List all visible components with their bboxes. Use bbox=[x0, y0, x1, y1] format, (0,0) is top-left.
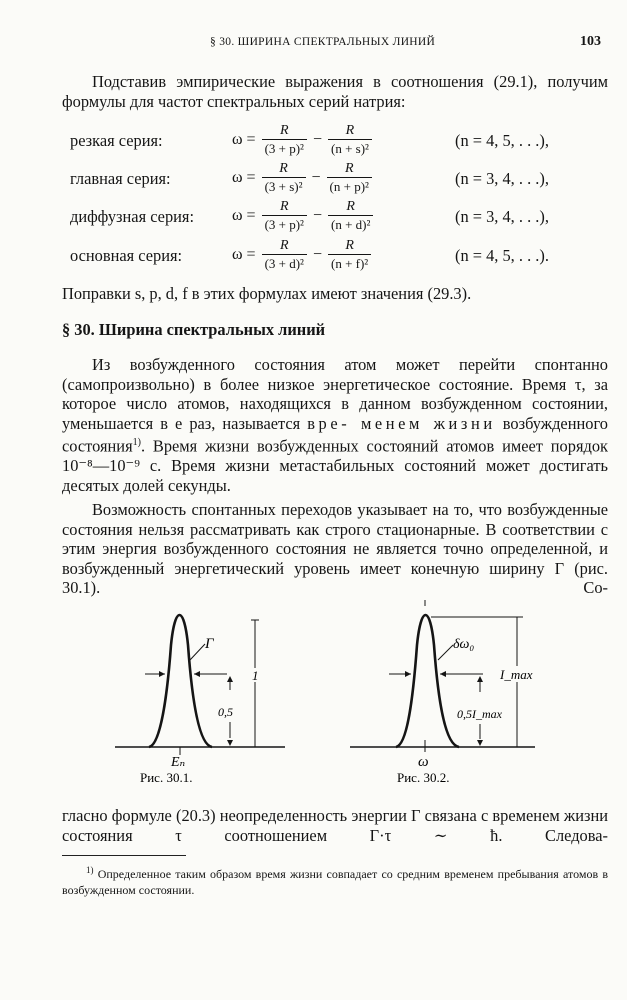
formula-label: резкая серия: bbox=[70, 131, 163, 150]
formula-expression: ω = $\frac{R}{\text{(3 + d)²}}$ − $\frac{R}{\text{(n + f)²}}$ bbox=[230, 235, 375, 275]
figure-30-1-svg bbox=[115, 600, 285, 785]
fraction-1: $\frac{R}{\text{(3 + d)²}}$ bbox=[262, 238, 307, 272]
formula-principal-series bbox=[70, 158, 610, 198]
fraction-1: $\frac{R}{\text{(3 + s)²}}$ bbox=[262, 161, 306, 195]
paragraph-width: Возможность спонтанных переходов указывает на то, что возбужденные состояния нельзя рассматривать как строго стационарные. В соответствии с этим энергия возбужденного состояния не является точно определенной, и возбужденный энергетический уровень имеет конечную ширину Γ (рис. 30.1). Со- bbox=[62, 500, 608, 598]
formula-expression: ω = $\frac{R}{\text{(3 + p)²}}$ − $\frac{R}{\text{(n + d)²}}$ bbox=[230, 196, 377, 236]
formula-sharp-series bbox=[70, 120, 610, 160]
footnote-rule bbox=[62, 855, 186, 856]
footnote-mark: 1) bbox=[86, 865, 94, 875]
paragraph-lifetime: Из возбужденного состояния атом может перейти спонтанно (самопроизвольно) в более низкое энергетическое состояние. Время τ, за которое число атомов, находящихся в данном возбужденном состоянии, уменьшается в e раз, называется вре- менем жизни возбужденного состояния$^{1)}$. Время жизни возбужденных состояний атомов имеет порядок 10⁻⁸—10⁻⁹ с. Время жизни метастабильных состояний может достигать десятых долей секунды. bbox=[62, 355, 608, 496]
unit-height-label: 1 bbox=[252, 668, 259, 683]
frequency-axis-label: ω bbox=[418, 754, 429, 770]
fraction-1: $\frac{R}{\text{(3 + p)²}}$ bbox=[262, 123, 307, 157]
fraction-2: $\frac{R}{\text{(n + s)²}}$ bbox=[328, 123, 372, 157]
running-header bbox=[60, 36, 605, 54]
footnote bbox=[62, 862, 608, 898]
formula-label: основная серия: bbox=[70, 246, 183, 265]
footnote-text: Определенное таким образом время жизни совпадает со средним временем пребывания атомов в возбужденном состоянии. bbox=[62, 867, 609, 897]
figure-30-1-caption: Рис. 30.1. bbox=[140, 770, 193, 785]
figure-30-2-caption: Рис. 30.2. bbox=[397, 770, 450, 785]
fwhm-arrowhead-right bbox=[194, 671, 200, 677]
corrections-line: Поправки s, p, d, f в этих формулах имеют значения (29.3). bbox=[62, 284, 472, 303]
formula-expression: ω = $\frac{R}{\text{(3 + s)²}}$ − $\frac{R}{\text{(n + p)²}}$ bbox=[230, 158, 376, 198]
formula-condition: (n = 3, 4, . . .), bbox=[455, 207, 549, 226]
term-lifetime: вре- менем жизни bbox=[307, 413, 496, 433]
figure-30-1 bbox=[115, 600, 285, 785]
formula-condition: (n = 3, 4, . . .), bbox=[455, 169, 549, 188]
formula-condition: (n = 4, 5, . . .), bbox=[455, 131, 549, 150]
fwhm-arrowhead-left bbox=[159, 671, 165, 677]
formula-condition: (n = 4, 5, . . .). bbox=[455, 246, 549, 265]
formula-diffuse-series bbox=[70, 196, 610, 236]
formula-expression: ω = $\frac{R}{\text{(3 + p)²}}$ − $\frac{R}{\text{(n + s)²}}$ bbox=[230, 120, 376, 160]
paragraph-uncertainty: гласно формуле (20.3) неопределенность энергии Γ связана с временем жизни состояния τ соотношением Γ·τ ∼ ħ. Следова- bbox=[62, 806, 608, 845]
fraction-2: $\frac{R}{\text{(n + d)²}}$ bbox=[328, 199, 373, 233]
formula-label: диффузная серия: bbox=[70, 207, 195, 226]
half-imax-label: 0,5I_max bbox=[457, 707, 502, 721]
intro-paragraph: Подставив эмпирические выражения в соотношения (29.1), получим формулы для частот спектральных серий натрия: bbox=[62, 72, 608, 111]
formula-fundamental-series bbox=[70, 235, 610, 275]
formula-label: главная серия: bbox=[70, 169, 171, 188]
footnote-ref: 1) bbox=[132, 437, 141, 449]
width-arrowhead-left bbox=[405, 671, 411, 677]
width-arrowhead-right bbox=[440, 671, 446, 677]
fraction-1: $\frac{R}{\text{(3 + p)²}}$ bbox=[262, 199, 307, 233]
section-heading: § 30. Ширина спектральных линий bbox=[62, 320, 326, 339]
running-title: § 30. ШИРИНА СПЕКТРАЛЬНЫХ ЛИНИЙ bbox=[210, 36, 436, 48]
gamma-label: Γ bbox=[205, 636, 214, 652]
half-height-label: 0,5 bbox=[218, 705, 233, 719]
delta-omega-label: δω₀ bbox=[453, 637, 475, 652]
figure-30-2 bbox=[345, 600, 540, 785]
fraction-2: $\frac{R}{\text{(n + p)²}}$ bbox=[327, 161, 372, 195]
energy-axis-label: Eₙ bbox=[171, 755, 186, 770]
level-profile-curve bbox=[149, 615, 212, 747]
figure-30-2-svg bbox=[345, 600, 540, 785]
imax-label: I_max bbox=[500, 667, 533, 682]
half-imax-arrowhead-top bbox=[477, 676, 483, 682]
half-imax-arrowhead-bottom bbox=[477, 740, 483, 746]
gamma-leader bbox=[190, 644, 205, 660]
fraction-2: $\frac{R}{\text{(n + f)²}}$ bbox=[328, 238, 371, 272]
page-number: 103 bbox=[580, 34, 601, 49]
delta-leader bbox=[438, 645, 453, 660]
half-arrowhead-top bbox=[227, 676, 233, 682]
half-arrowhead-bottom bbox=[227, 740, 233, 746]
spectral-line-curve bbox=[396, 615, 459, 747]
